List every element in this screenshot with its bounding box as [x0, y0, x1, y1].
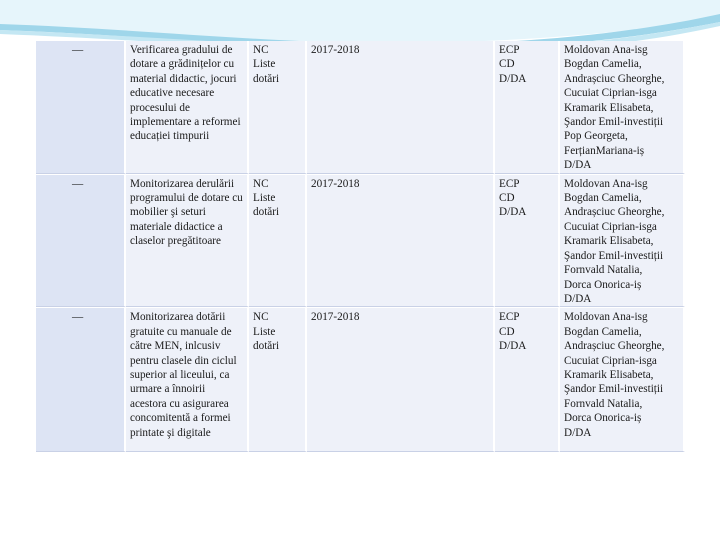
- row-marker: —: [72, 177, 84, 190]
- row-marker: —: [72, 44, 84, 56]
- persons-cell: Moldovan Ana-isg Bogdan Camelia, Andrașciuc Gheorghe, Cucuiat Ciprian-isga Kramarik Elisabeta, Şandor Emil-investiții Fornvald Natalia, Dorca Onorica-iș D/DA: [560, 307, 685, 452]
- row-marker-cell: [36, 41, 126, 174]
- period-cell: 2017-2018: [307, 41, 495, 174]
- indicators-cell: NC Liste dotări: [249, 41, 307, 174]
- indicators-cell: NC Liste dotări: [249, 174, 307, 308]
- row-marker-cell: [36, 174, 126, 308]
- responsible-cell: ECP CD D/DA: [495, 41, 560, 174]
- activity-cell: Monitorizarea dotării gratuite cu manuale de către MEN, inlcusiv pentru clasele din ciclul superior al liceului, ca urmare a înnoirii acestora cu asigurarea concomitentă a formei printate şi digitale: [126, 307, 249, 452]
- period-cell: 2017-2018: [307, 174, 495, 308]
- persons-cell: Moldovan Ana-isg Bogdan Camelia, Andrașciuc Gheorghe, Cucuiat Ciprian-isga Kramarik Elisabeta, Şandor Emil-investiții Fornvald Natalia, Dorca Onorica-iș D/DA: [560, 174, 685, 308]
- responsible-cell: ECP CD D/DA: [495, 307, 560, 452]
- activity-cell: Monitorizarea derulării programului de dotare cu mobilier şi seturi materiale didactice a claselor pregătitoare: [126, 174, 249, 308]
- table-row: [36, 41, 685, 174]
- row-marker-cell: [36, 307, 126, 452]
- activity-table: [36, 41, 685, 452]
- table-row: [36, 174, 685, 308]
- period-cell: 2017-2018: [307, 307, 495, 452]
- activity-cell: Verificarea gradului de dotare a grădinițelor cu material didactic, jocuri educative necesare procesului de implementare a reformei educației timpurii: [126, 41, 249, 174]
- row-marker: —: [72, 311, 84, 324]
- indicators-cell: NC Liste dotări: [249, 307, 307, 452]
- table-row: [36, 307, 685, 452]
- persons-cell: Moldovan Ana-isg Bogdan Camelia, Andrașciuc Gheorghe, Cucuiat Ciprian-isga Kramarik Elisabeta, Şandor Emil-investiții Pop Georgeta, FerțianMariana-iș D/DA: [560, 41, 685, 174]
- responsible-cell: ECP CD D/DA: [495, 174, 560, 308]
